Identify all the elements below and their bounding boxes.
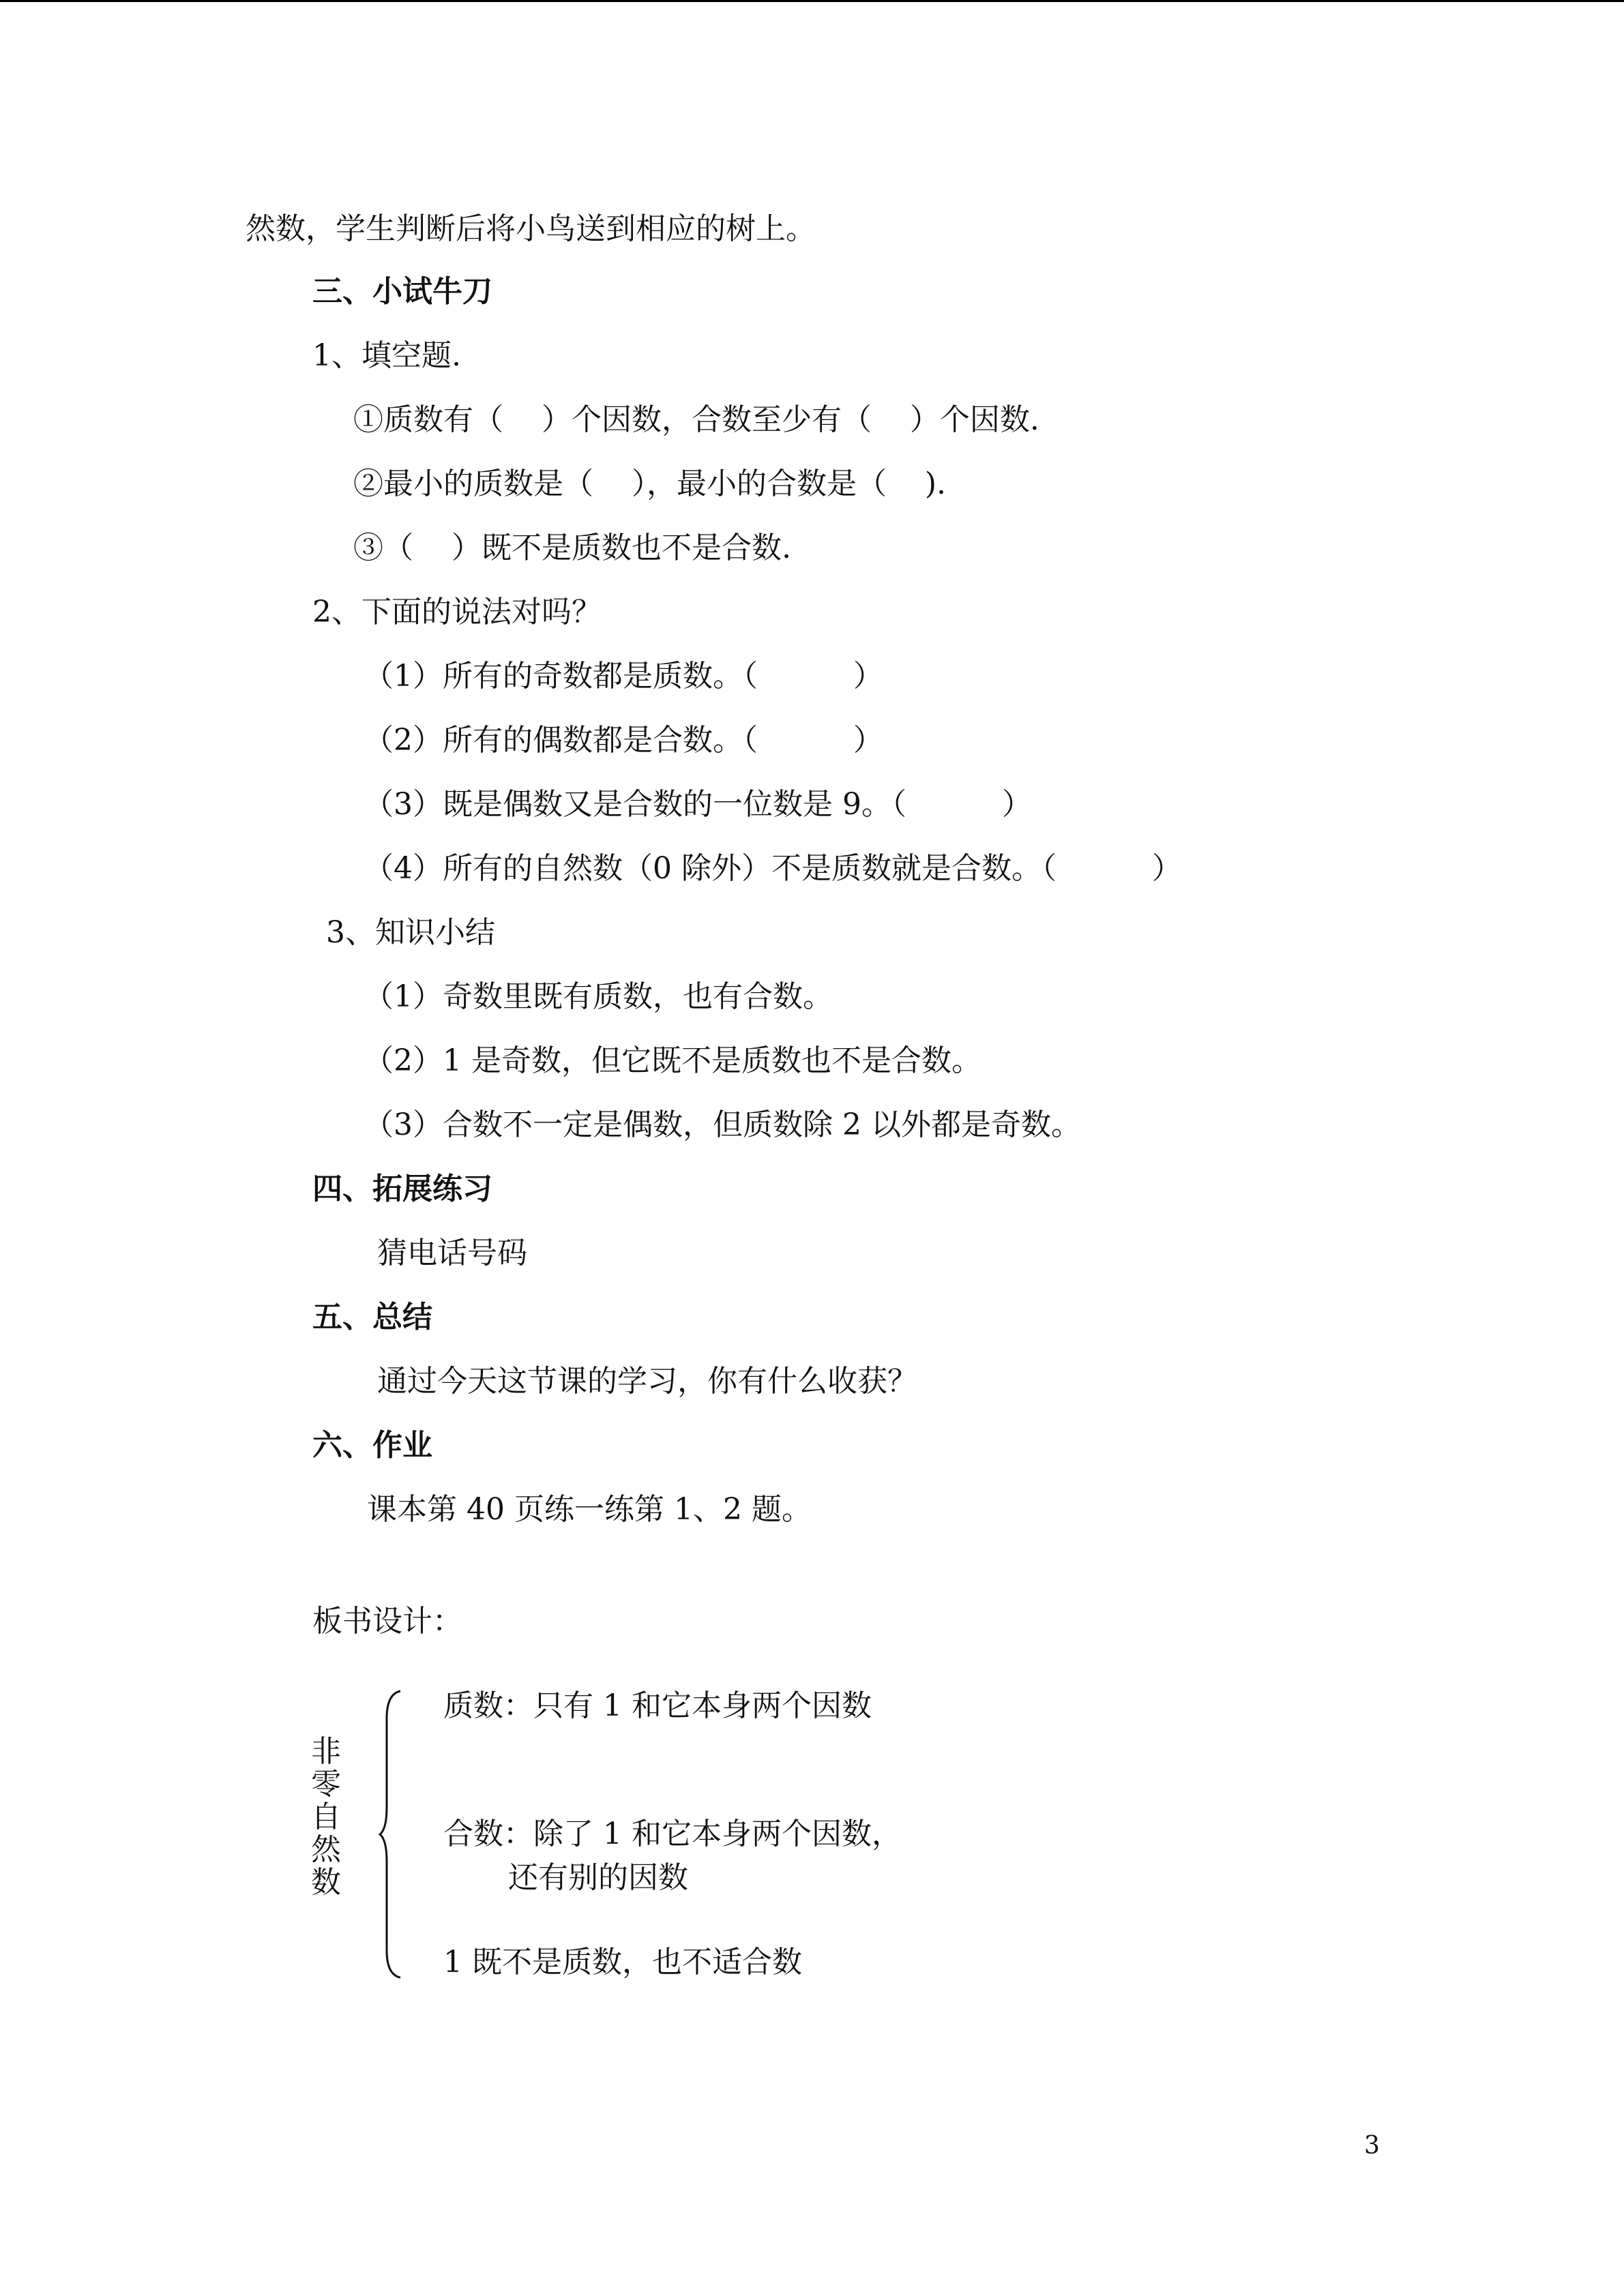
page-top-border bbox=[0, 0, 1624, 2]
board-composite-definition-cont: 还有别的因数 bbox=[508, 1860, 688, 1895]
question-1-item: ①质数有（ ）个因数，合数至少有（ ）个因数. bbox=[353, 402, 1039, 437]
question-2-item: （1）所有的奇数都是质数。（ ） bbox=[364, 659, 883, 694]
question-2-item: （2）所有的偶数都是合数。（ ） bbox=[364, 723, 883, 758]
section-4-heading: 四、拓展练习 bbox=[312, 1172, 492, 1206]
summary-item: （2）1 是奇数，但它既不是质数也不是合数。 bbox=[364, 1043, 981, 1078]
question-1-label: 1、填空题. bbox=[312, 338, 461, 373]
section-4-content: 猜电话号码 bbox=[377, 1236, 527, 1270]
board-one-note: 1 既不是质数，也不适合数 bbox=[443, 1945, 802, 1980]
section-6-heading: 六、作业 bbox=[312, 1428, 432, 1463]
intro-tail-text: 然数，学生判断后将小鸟送到相应的树上。 bbox=[246, 211, 816, 246]
question-1-item: ②最小的质数是（ ），最小的合数是（ ). bbox=[353, 466, 947, 501]
curly-brace-icon bbox=[379, 1684, 406, 1984]
question-3-label: 3、知识小结 bbox=[326, 915, 495, 950]
question-2-item: （4）所有的自然数（0 除外）不是质数就是合数。（ ） bbox=[364, 851, 1182, 886]
summary-item: （1）奇数里既有质数，也有合数。 bbox=[364, 979, 833, 1014]
board-prime-definition: 质数：只有 1 和它本身两个因数 bbox=[443, 1688, 872, 1723]
board-design-label: 板书设计： bbox=[312, 1604, 462, 1639]
board-vertical-label: 非零自然数 bbox=[311, 1734, 341, 1900]
summary-item: （3）合数不一定是偶数，但质数除 2 以外都是奇数。 bbox=[364, 1107, 1081, 1142]
page-number: 3 bbox=[1364, 2132, 1380, 2160]
question-2-label: 2、下面的说法对吗？ bbox=[312, 595, 602, 629]
board-composite-definition: 合数：除了 1 和它本身两个因数， bbox=[443, 1817, 902, 1851]
section-5-heading: 五、总结 bbox=[312, 1300, 432, 1335]
section-6-content: 课本第 40 页练一练第 1、2 题。 bbox=[367, 1492, 812, 1527]
section-3-heading: 三、小试牛刀 bbox=[312, 274, 492, 309]
question-2-item: （3）既是偶数又是合数的一位数是 9。（ ） bbox=[364, 787, 1032, 822]
question-1-item: ③（ ）既不是质数也不是合数. bbox=[353, 531, 791, 565]
section-5-content: 通过今天这节课的学习，你有什么收获？ bbox=[377, 1364, 917, 1399]
